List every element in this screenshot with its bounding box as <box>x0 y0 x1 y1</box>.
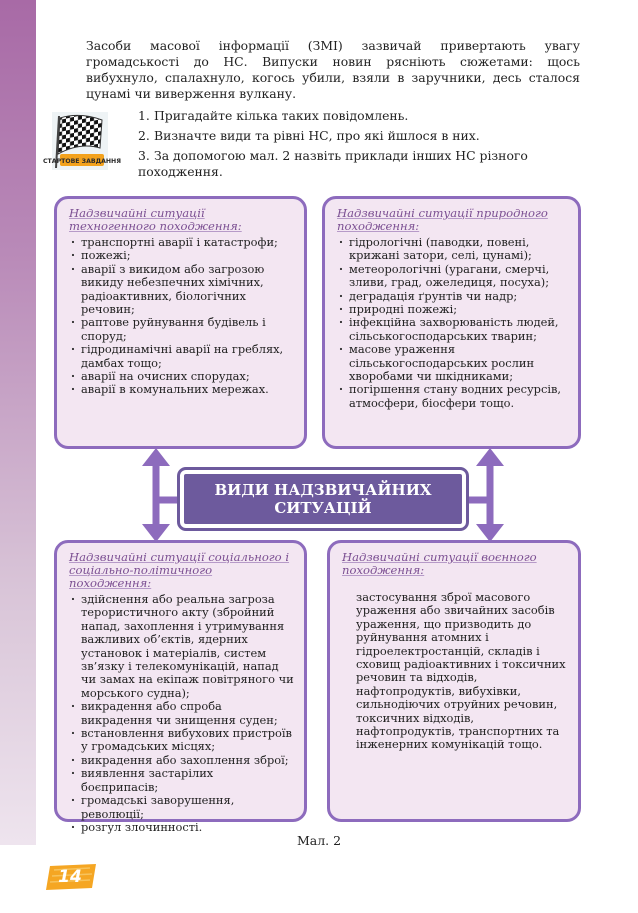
list-item: · пожежі; <box>69 249 294 262</box>
center-title-box <box>180 470 466 528</box>
task-text: Визначте види та рівні НС, про які йшлося в них. <box>154 128 480 143</box>
list-item: · здійснення або реальна загроза терористичного акту (збройний напад, захоплення і утримування важливих об’єктів, ядерних установок і матеріалів, систем зв’язку і телекомунікацій, напад чи замах на екіпаж повітряного чи морського судна); <box>69 593 294 700</box>
list-item: · гідрологічні (паводки, повені, крижані затори, селі, цунамі); <box>337 236 568 263</box>
box-technogenic <box>54 196 307 449</box>
military-text: застосування зброї масового ураження або звичайних засобів ураження, що призводить до руйнування атомних і гідроелектростанцій, складів і сховищ радіоактивних і токсичних речовин та відходів, нафтопродуктів, вибухівки, сильнодіючих отруйних речовин, токсичних відходів, нафтопродуктів, транспортних та інженерних комунікацій тощо. <box>356 590 566 752</box>
list-item: · транспортні аварії і катастрофи; <box>69 236 294 249</box>
checkered-flag-icon <box>43 110 121 172</box>
box-military <box>327 540 581 822</box>
task-number: 3. <box>138 148 150 163</box>
flag-caption: СТАРТОВЕ ЗАВДАННЯ <box>43 158 121 165</box>
list-item: · викрадення або захоплення зброї; <box>69 754 294 767</box>
task-text: За допомогою мал. 2 назвіть приклади інших НС різного походження. <box>138 148 528 179</box>
task-item <box>138 128 580 144</box>
technogenic-list <box>69 236 294 397</box>
social-list <box>69 593 294 834</box>
list-item: · природні пожежі; <box>337 303 568 316</box>
task-number: 1. <box>138 108 150 123</box>
box-title: Надзвичайні ситуації воєнного походження: <box>342 550 537 577</box>
box-title: Надзвичайні ситуації соціального і соціально-політичного походження: <box>69 550 290 590</box>
list-item: · розгул злочинності. <box>69 821 294 834</box>
task-list <box>138 108 580 184</box>
list-item: · громадські заворушення, революції; <box>69 794 294 821</box>
list-item: · встановлення вибухових пристроїв у громадських місцях; <box>69 727 294 754</box>
list-item: · аварії в комунальних мережах. <box>69 383 294 396</box>
list-item: · деградація ґрунтів чи надр; <box>337 290 568 303</box>
list-item: · аварії на очисних спорудах; <box>69 370 294 383</box>
center-title-line1: ВИДИ НАДЗВИЧАЙНИХ <box>214 481 432 499</box>
box-natural <box>322 196 581 449</box>
figure-caption: Мал. 2 <box>296 833 342 848</box>
list-item: · аварії з викидом або загрозою викиду небезпечних хімічних, радіоактивних, біологічних речовин; <box>69 263 294 317</box>
list-item: · інфекційна захворюваність людей, сільськогосподарських тварин; <box>337 316 568 343</box>
task-number: 2. <box>138 128 150 143</box>
box-title: Надзвичайні ситуації техногенного походження: <box>69 206 242 233</box>
list-item: · метеорологічні (урагани, смерчі, зливи, град, ожеледиця, посуха); <box>337 263 568 290</box>
task-item <box>138 108 580 124</box>
natural-list <box>337 236 568 410</box>
list-item: · виявлення застарілих боєприпасів; <box>69 767 294 794</box>
list-item: · викрадення або спроба викрадення чи знищення суден; <box>69 700 294 727</box>
box-social <box>54 540 307 834</box>
task-item <box>138 148 580 180</box>
list-item: · раптове руйнування будівель і споруд; <box>69 316 294 343</box>
task-text: Пригадайте кілька таких повідомлень. <box>154 108 409 123</box>
intro-paragraph: Засоби масової інформації (ЗМІ) зазвичай привертають увагу громадськості до НС. Випуски новин рясніють сюжетами: щось вибухнуло, спалахнуло, когось убили, взяли в заручники, десь сталося цунамі чи виверження вулкану. <box>86 38 580 101</box>
page-number: 14 <box>58 867 82 887</box>
box-title: Надзвичайні ситуації природного походження: <box>337 206 548 233</box>
list-item: · масове ураження сільськогосподарських рослин хворобами чи шкідниками; <box>337 343 568 383</box>
list-item: · погіршення стану водних ресурсів, атмосфери, біосфери тощо. <box>337 383 568 410</box>
side-decoration-bar <box>0 0 36 845</box>
list-item: · гідродинамічні аварії на греблях, дамбах тощо; <box>69 343 294 370</box>
center-title-line2: СИТУАЦІЙ <box>274 499 372 517</box>
